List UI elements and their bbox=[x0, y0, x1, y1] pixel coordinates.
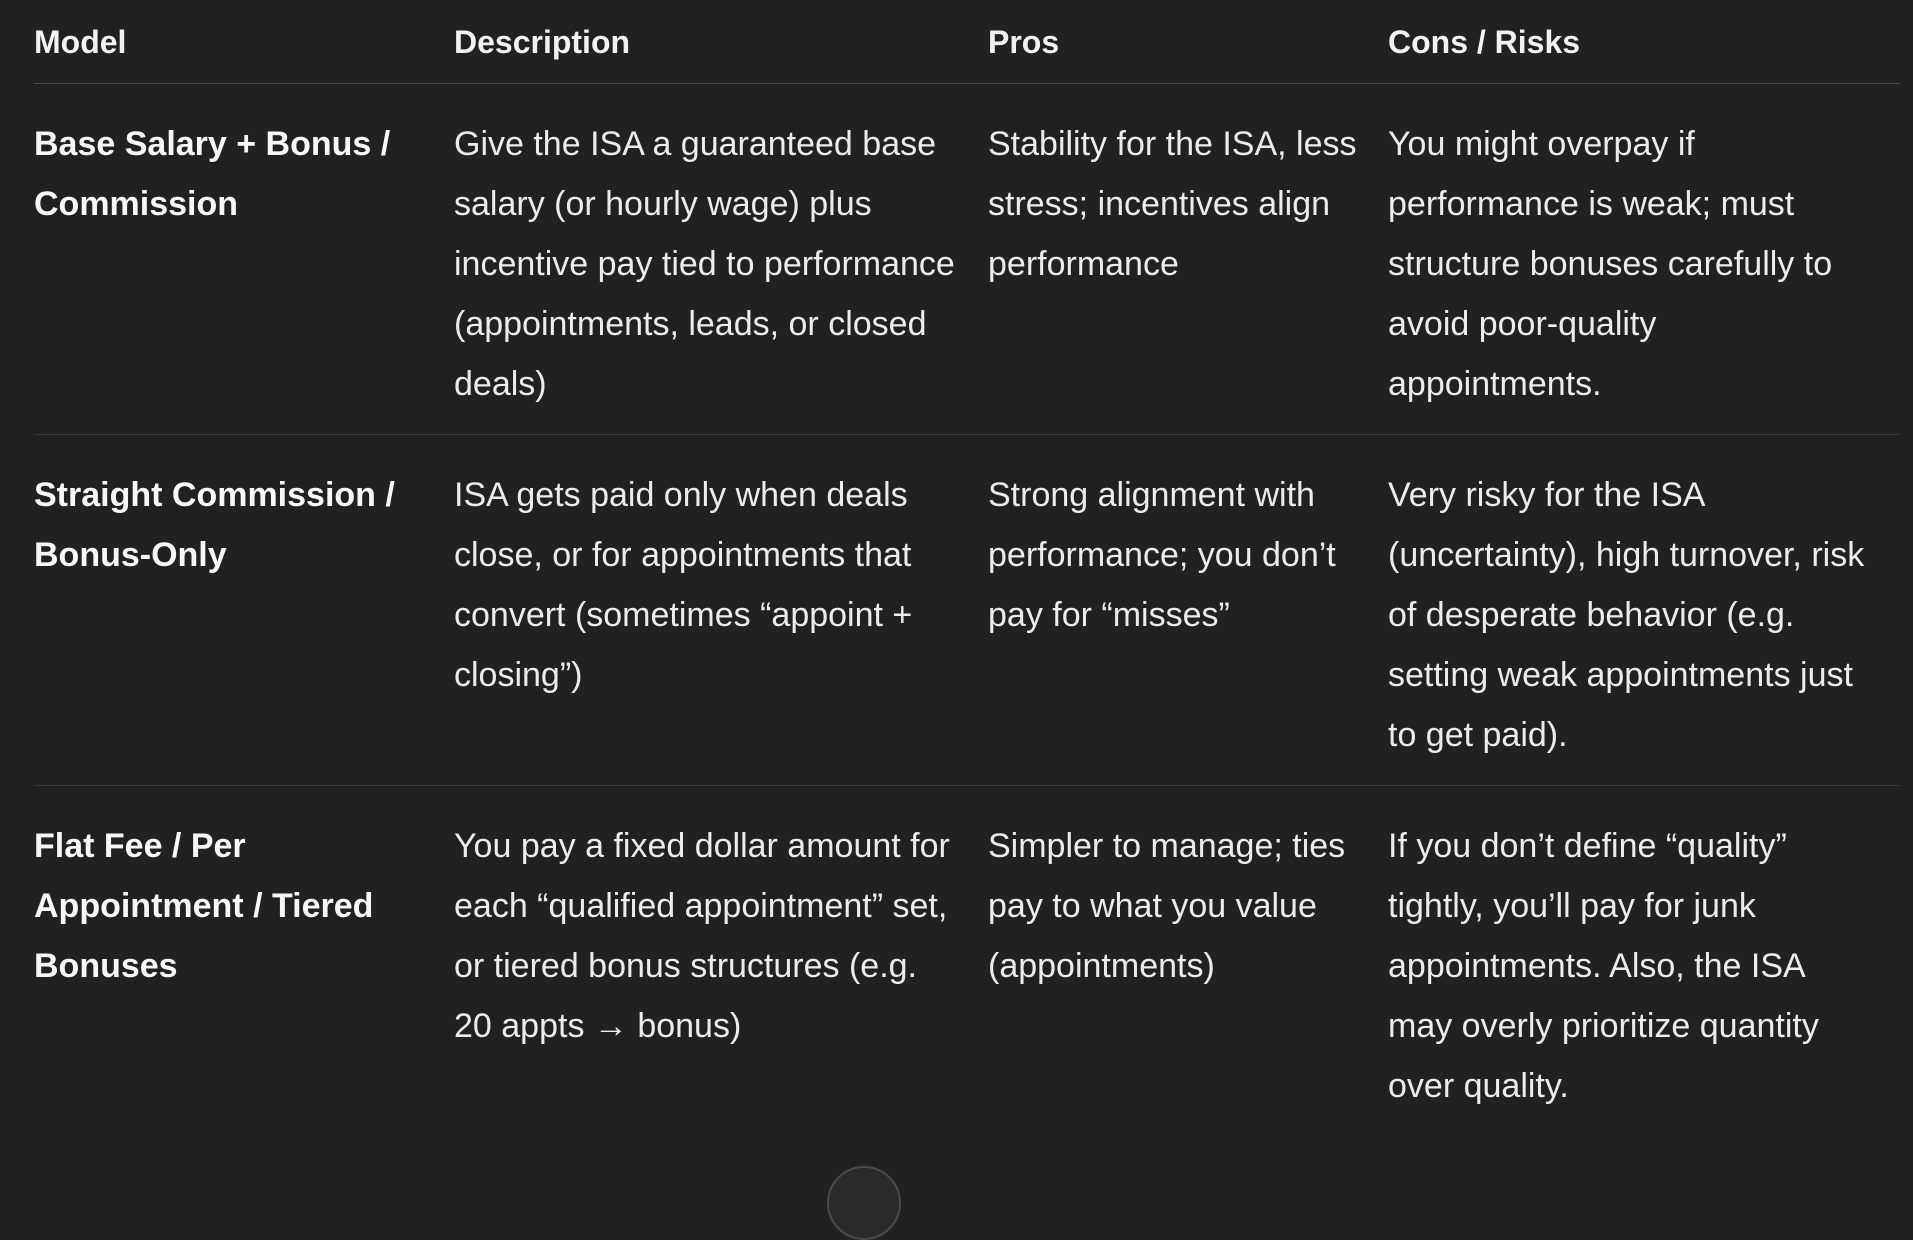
model-cell: Straight Commission / Bonus-Only bbox=[34, 435, 454, 786]
pros-cell: Stability for the ISA, less stress; incentives align performance bbox=[988, 125, 1357, 283]
header-model: Model bbox=[34, 0, 454, 84]
model-cell: Base Salary + Bonus / Commission bbox=[34, 125, 391, 223]
cons-cell: Very risky for the ISA (uncertainty), high turnover, risk of desperate behavior (e.g. setting weak appointments just to get paid). bbox=[1388, 435, 1900, 786]
pros-cell: Strong alignment with performance; you don’t pay for “misses” bbox=[988, 435, 1388, 786]
scroll-down-button[interactable] bbox=[827, 1166, 901, 1240]
description-cell: ISA gets paid only when deals close, or for appointments that convert (sometimes “appoint + closing”) bbox=[454, 435, 988, 786]
header-cons-risks: Cons / Risks bbox=[1388, 0, 1900, 84]
table-row bbox=[34, 435, 1900, 786]
cons-cell: You might overpay if performance is weak; must structure bonuses carefully to avoid poor-quality appointments. bbox=[1388, 125, 1833, 403]
comparison-table-container bbox=[34, 0, 1900, 1136]
header-description: Description bbox=[454, 0, 988, 84]
model-cell: Flat Fee / Per Appointment / Tiered Bonuses bbox=[34, 786, 454, 1137]
description-cell: You pay a fixed dollar amount for each “qualified appointment” set, or tiered bonus structures (e.g. 20 appts → bonus) bbox=[454, 786, 988, 1137]
table-row bbox=[34, 786, 1900, 1137]
header-pros: Pros bbox=[988, 0, 1388, 84]
pros-cell: Simpler to manage; ties pay to what you value (appointments) bbox=[988, 786, 1388, 1137]
table-row bbox=[34, 84, 1900, 435]
cons-cell: If you don’t define “quality” tightly, you’ll pay for junk appointments. Also, the ISA may overly prioritize quantity over quality. bbox=[1388, 786, 1900, 1137]
description-cell: Give the ISA a guaranteed base salary (or hourly wage) plus incentive pay tied to performance (appointments, leads, or closed deals) bbox=[454, 125, 955, 403]
compensation-models-table bbox=[34, 0, 1900, 1136]
table-header-row bbox=[34, 0, 1900, 84]
